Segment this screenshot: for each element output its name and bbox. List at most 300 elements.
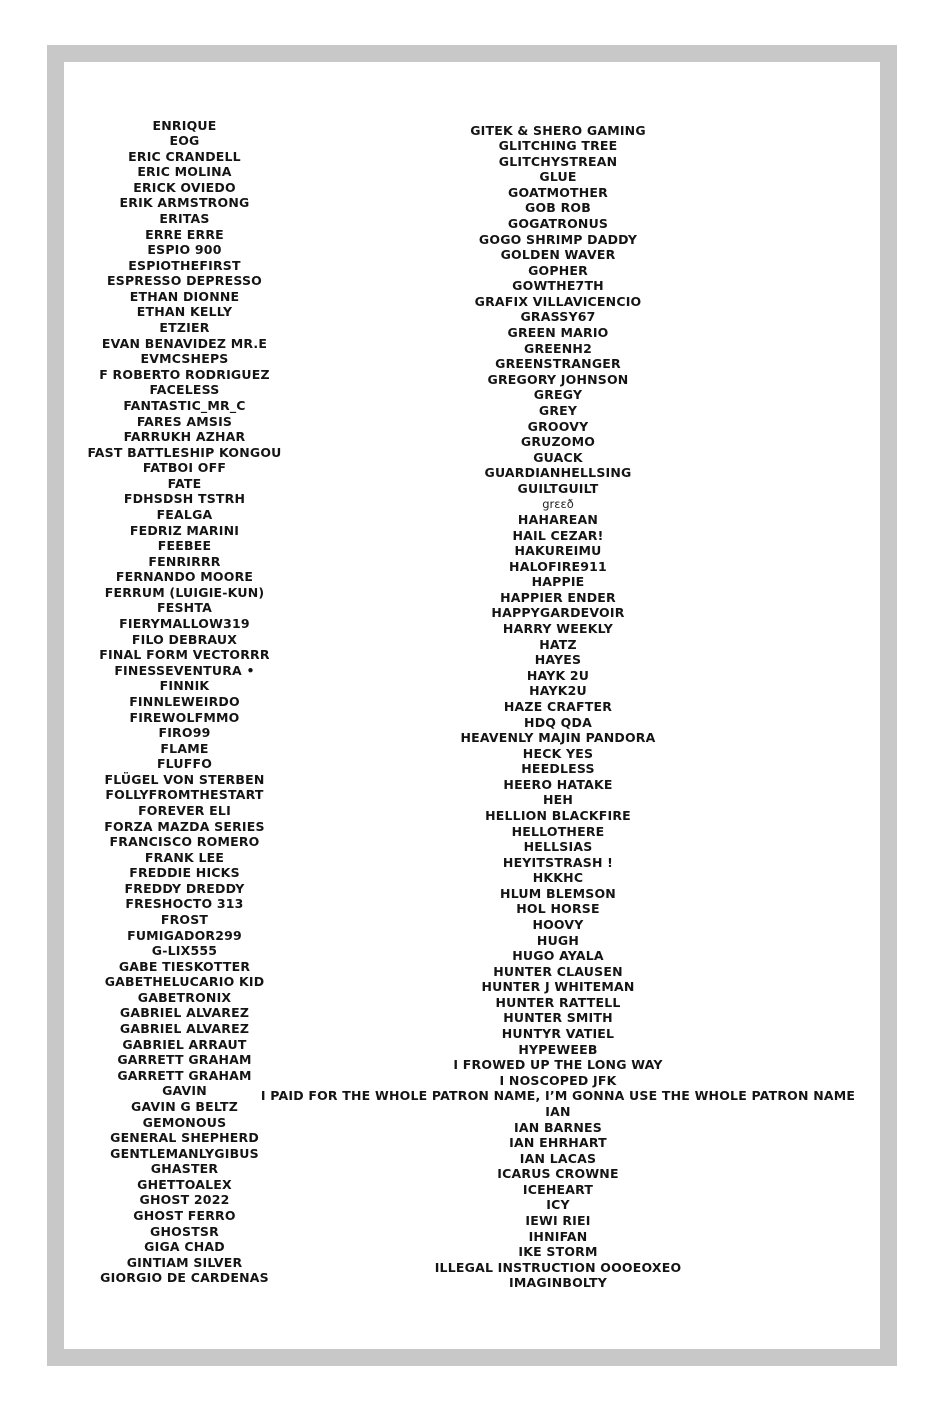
credit-row <box>398 1027 718 1043</box>
credit-row <box>62 632 307 648</box>
credit-row <box>398 1229 718 1245</box>
credit-row <box>62 648 307 664</box>
credit-row <box>62 1255 307 1271</box>
credit-row <box>398 419 718 435</box>
credit-row <box>62 445 307 461</box>
credit-row <box>62 710 307 726</box>
credit-name: FINAL FORM VECTORRR <box>99 647 270 663</box>
credit-name: HUNTER CLAUSEN <box>493 963 623 979</box>
credit-row <box>398 512 718 528</box>
credit-row <box>398 232 718 248</box>
credit-name: HAPPIE <box>531 574 585 590</box>
credit-row <box>62 990 307 1006</box>
credit-name: IEWI RIEI <box>525 1213 591 1228</box>
credit-name: FORZA MAZDA SERIES <box>104 818 265 834</box>
credit-name: GREGORY JOHNSON <box>487 371 629 387</box>
credit-name: FIRO99 <box>158 725 211 741</box>
credit-row <box>398 606 718 622</box>
credit-row <box>62 726 307 742</box>
credit-name: GREENH2 <box>524 340 592 356</box>
credit-name: HUGO AYALA <box>512 948 604 964</box>
credit-name: HELLSIAS <box>523 839 593 855</box>
credit-name: IHNIFAN <box>528 1228 588 1244</box>
credit-row <box>62 975 307 991</box>
credit-name: IAN <box>545 1103 571 1119</box>
credit-row <box>398 1136 718 1152</box>
credit-name: GOPHER <box>528 262 588 278</box>
credit-name: ICARUS CROWNE <box>497 1166 619 1182</box>
credit-name: FREDDIE HICKS <box>129 865 240 881</box>
credit-row <box>62 1022 307 1038</box>
credit-name: ILLEGAL INSTRUCTION OOOEOXEO <box>434 1259 682 1275</box>
credit-row <box>62 1224 307 1240</box>
credit-name: FIERYMALLOW319 <box>119 616 250 632</box>
credit-name: FARES AMSIS <box>136 413 233 429</box>
credit-name: FDHSDSH TSTRH <box>123 491 246 507</box>
credit-row <box>62 118 307 134</box>
credit-name: FENRIRRR <box>148 553 221 569</box>
credit-row <box>398 637 718 653</box>
credit-row <box>62 850 307 866</box>
credit-row <box>398 357 718 373</box>
credit-row <box>62 694 307 710</box>
credit-row <box>62 336 307 352</box>
credit-name: ICY <box>546 1197 570 1213</box>
credit-name: GARRETT GRAHAM <box>117 1067 252 1083</box>
credit-row <box>398 886 718 902</box>
credit-row <box>398 1042 718 1058</box>
credit-name: HAZE CRAFTER <box>503 698 613 714</box>
credit-name: FANTASTIC_MR_C <box>123 397 246 413</box>
credit-name: ETZIER <box>159 320 210 336</box>
credit-name: EOG <box>169 133 200 149</box>
credit-row <box>398 1073 718 1089</box>
credit-row <box>398 263 718 279</box>
credit-name: FREDDY DREDDY <box>124 880 245 896</box>
credit-row <box>62 601 307 617</box>
credit-row <box>398 403 718 419</box>
credit-name: FINNIK <box>159 678 210 694</box>
credit-name: EVAN BENAVIDEZ MR.E <box>101 335 268 351</box>
credit-name: GIORGIO DE CARDENAS <box>100 1270 269 1286</box>
credit-name: GABETRONIX <box>137 989 232 1005</box>
credit-row <box>62 1006 307 1022</box>
credit-name: IMAGINBOLTY <box>509 1275 607 1291</box>
credit-name: GREENSTRANGER <box>495 356 621 372</box>
credit-row <box>398 1151 718 1167</box>
credit-row <box>62 367 307 383</box>
credit-row <box>398 1058 718 1074</box>
credit-name: ESPIO 900 <box>147 242 222 258</box>
credit-name: HOOVY <box>532 917 584 933</box>
credit-row <box>260 1088 856 1105</box>
credit-row <box>62 1115 307 1131</box>
credit-row <box>62 912 307 928</box>
credit-row <box>62 1177 307 1193</box>
credit-row <box>62 1131 307 1147</box>
credit-name: ERIK ARMSTRONG <box>119 195 250 211</box>
credit-row <box>62 1068 307 1084</box>
credits-left-column <box>62 118 307 1286</box>
credit-row <box>398 123 718 139</box>
credit-name: IAN BARNES <box>514 1119 602 1135</box>
credit-name: GENTLEMANLYGIBUS <box>110 1145 259 1161</box>
credit-name: HEH <box>542 792 574 808</box>
credits-right-column <box>260 122 856 1291</box>
credit-name: ETHAN KELLY <box>136 304 233 320</box>
credit-name: ERICK OVIEDO <box>133 179 236 195</box>
credit-row <box>398 964 718 980</box>
credit-name: FLUFFO <box>156 756 213 772</box>
credit-row <box>62 507 307 523</box>
credit-name: GUACK <box>533 449 583 465</box>
credit-row <box>398 1276 718 1292</box>
credit-name: HAYK 2U <box>526 667 590 683</box>
credit-name: GABRIEL ALVAREZ <box>119 1021 250 1037</box>
credit-row <box>62 289 307 305</box>
credit-row <box>62 757 307 773</box>
credit-name: HYPEWEEB <box>518 1041 598 1057</box>
credit-name: FACELESS <box>149 382 220 398</box>
credit-name: HAPPIER ENDER <box>500 589 616 605</box>
credit-name: HAYES <box>534 652 582 668</box>
credit-row <box>62 679 307 695</box>
credit-name: GABRIEL ARRAUT <box>122 1036 247 1052</box>
credit-row <box>398 653 718 669</box>
credit-name: HUNTYR VATIEL <box>501 1026 615 1042</box>
credit-name: GHASTER <box>150 1161 219 1177</box>
credit-name: GRASSY67 <box>520 309 596 325</box>
credit-name: ERITAS <box>159 211 210 226</box>
credit-row <box>398 372 718 388</box>
credit-name: GHOST 2022 <box>139 1192 230 1208</box>
credit-row <box>62 1240 307 1256</box>
credit-name: GOATMOTHER <box>508 184 608 200</box>
credit-row <box>62 585 307 601</box>
credit-name: HEEDLESS <box>521 761 595 777</box>
credit-row <box>62 305 307 321</box>
credit-name: GREY <box>538 402 578 418</box>
credit-name: ENRIQUE <box>152 117 217 133</box>
credit-row <box>398 949 718 965</box>
credit-row <box>62 944 307 960</box>
credit-row <box>398 731 718 747</box>
credit-row <box>398 1260 718 1276</box>
credit-name: G-LIX555 <box>151 943 218 959</box>
credit-row <box>62 258 307 274</box>
credit-name: FRANK LEE <box>144 849 225 865</box>
credit-name: GRAFIX VILLAVICENCIO <box>474 293 642 309</box>
credit-row <box>398 559 718 575</box>
credit-name: HUNTER SMITH <box>503 1010 613 1026</box>
credit-row <box>398 871 718 887</box>
credit-row <box>398 139 718 155</box>
credit-row <box>398 341 718 357</box>
credit-row <box>62 523 307 539</box>
credit-name: FEEBEE <box>157 538 212 554</box>
credit-row <box>398 808 718 824</box>
credit-row <box>398 622 718 638</box>
credit-row <box>62 134 307 150</box>
credit-name: FILO DEBRAUX <box>131 631 238 647</box>
credit-name: GOB ROB <box>525 200 591 216</box>
credit-name: IAN LACAS <box>519 1150 597 1166</box>
credit-name: HELLOTHERE <box>511 823 605 839</box>
credit-row <box>62 1053 307 1069</box>
credit-name: HAYK2U <box>529 683 587 699</box>
credit-name: FATE <box>167 475 202 491</box>
credit-name: GROOVY <box>527 418 589 434</box>
credit-row <box>398 980 718 996</box>
credit-row <box>62 492 307 508</box>
credit-name: GABETHELUCARIO KID <box>104 974 265 990</box>
credit-name: FRANCISCO ROMERO <box>109 834 260 850</box>
credit-name: GABRIEL ALVAREZ <box>119 1005 250 1021</box>
credit-name: GITEK & SHERO GAMING <box>470 122 646 138</box>
credit-row <box>62 959 307 975</box>
credit-name: FLAME <box>160 740 209 756</box>
credit-name: HEAVENLY MAJIN PANDORA <box>460 730 656 746</box>
credit-row <box>398 450 718 466</box>
credit-name: GOWTHE7TH <box>512 278 604 294</box>
credit-row <box>398 435 718 451</box>
credit-row <box>398 544 718 560</box>
credit-row <box>62 1037 307 1053</box>
credit-row <box>62 663 307 679</box>
credit-row <box>398 466 718 482</box>
credit-name: I NOSCOPED JFK <box>499 1072 617 1088</box>
credit-row <box>398 746 718 762</box>
credit-name: GOLDEN WAVER <box>500 247 616 263</box>
credit-row <box>62 414 307 430</box>
credit-name: ERIC MOLINA <box>137 164 232 180</box>
credit-row <box>62 149 307 165</box>
credit-row <box>398 216 718 232</box>
credit-name: FOREVER ELI <box>138 802 231 818</box>
credit-name: FRESHOCTO 313 <box>125 896 244 912</box>
credit-name: GABE TIESKOTTER <box>118 958 251 974</box>
credit-name: HAKUREIMU <box>514 543 602 559</box>
credit-row <box>62 928 307 944</box>
credit-name: ICEHEART <box>522 1181 594 1197</box>
credit-name: FUMIGADOR299 <box>127 927 242 943</box>
credit-name: GUILTGUILT <box>517 480 599 496</box>
credit-row <box>62 430 307 446</box>
credit-name: HUGH <box>536 932 580 948</box>
credit-row <box>398 1213 718 1229</box>
credit-name: FEDRIZ MARINI <box>129 522 240 538</box>
credit-name: GEMONOUS <box>142 1114 227 1130</box>
credit-row <box>62 1193 307 1209</box>
credit-name: GHOST FERRO <box>133 1208 236 1223</box>
credit-row <box>62 1271 307 1287</box>
credit-name: ERIC CRANDELL <box>128 148 241 164</box>
credit-name: FINESSEVENTURA • <box>114 662 255 678</box>
credit-row <box>62 211 307 227</box>
credit-row <box>62 1146 307 1162</box>
credit-name: GREGY <box>533 387 583 403</box>
credit-row <box>62 554 307 570</box>
credit-row <box>62 772 307 788</box>
credit-row <box>398 917 718 933</box>
credit-name: FERNANDO MOORE <box>115 569 254 585</box>
credit-row <box>398 668 718 684</box>
credit-name: HALOFIRE911 <box>509 558 607 574</box>
credit-row <box>398 1245 718 1261</box>
credit-row <box>62 180 307 196</box>
credit-row <box>398 590 718 606</box>
credit-name: I FROWED UP THE LONG WAY <box>453 1057 663 1073</box>
credit-row <box>398 995 718 1011</box>
credit-name: FERRUM (LUIGIE-KUN) <box>104 584 265 600</box>
credit-name: HARRY WEEKLY <box>502 621 614 637</box>
credit-row <box>398 1198 718 1214</box>
credit-name: GRUZOMO <box>520 434 596 450</box>
credit-row <box>62 788 307 804</box>
credit-row <box>62 243 307 259</box>
credit-name: IKE STORM <box>518 1244 598 1260</box>
credit-name: GLUE <box>539 169 577 185</box>
credit-row <box>62 165 307 181</box>
credit-row <box>398 575 718 591</box>
credit-row <box>62 570 307 586</box>
credit-name: FESHTA <box>157 600 212 616</box>
credit-name: HAIL CEZAR! <box>512 527 604 543</box>
credit-row <box>398 777 718 793</box>
credit-row <box>62 539 307 555</box>
credit-row <box>62 897 307 913</box>
credit-name: HKKHC <box>532 870 584 886</box>
credit-name: FATBOI OFF <box>142 460 227 476</box>
credit-name: FAST BATTLESHIP KONGOU <box>87 444 282 460</box>
credit-row <box>398 933 718 949</box>
credit-row <box>62 196 307 212</box>
credit-row <box>62 476 307 492</box>
credit-name: HUNTER RATTELL <box>495 994 621 1010</box>
credit-name: GARRETT GRAHAM <box>117 1052 252 1068</box>
credit-row <box>398 528 718 544</box>
credit-row <box>62 835 307 851</box>
credit-row <box>398 310 718 326</box>
credit-name: HELLION BLACKFIRE <box>485 807 631 823</box>
credit-name: HDQ QDA <box>524 714 592 730</box>
credit-row <box>62 461 307 477</box>
credit-row <box>398 840 718 856</box>
credit-row <box>62 617 307 633</box>
credit-row <box>398 185 718 201</box>
credit-name: GUARDIANHELLSING <box>484 465 632 481</box>
credit-name: FEALGA <box>156 506 213 522</box>
credit-name: GENERAL SHEPHERD <box>110 1130 259 1146</box>
credit-name: FROST <box>160 912 209 928</box>
credit-row <box>62 819 307 835</box>
credit-row <box>62 1208 307 1224</box>
credit-row <box>398 1182 718 1198</box>
credit-row <box>398 793 718 809</box>
credit-name: GAVIN <box>162 1083 207 1099</box>
credit-row <box>398 481 718 497</box>
credit-name: FOLLYFROMTHESTART <box>105 787 264 803</box>
credit-row <box>398 279 718 295</box>
credit-name: GIGA CHAD <box>144 1239 225 1255</box>
credit-name: GLITCHING TREE <box>498 138 618 154</box>
credit-name: HUNTER J WHITEMAN <box>481 979 635 995</box>
credit-row <box>398 1167 718 1183</box>
credit-name: HAPPYGARDEVOIR <box>491 605 625 621</box>
credit-name: GHETTOALEX <box>137 1176 232 1192</box>
credit-row <box>398 824 718 840</box>
credit-row <box>398 154 718 170</box>
credit-name: ESPIOTHEFIRST <box>128 257 241 273</box>
credit-row <box>62 803 307 819</box>
credit-name: GINTIAM SILVER <box>126 1254 243 1270</box>
credit-name: HATZ <box>539 636 577 652</box>
credit-row <box>398 762 718 778</box>
credit-row <box>398 1011 718 1027</box>
credit-row <box>62 227 307 243</box>
credit-row <box>398 1120 718 1136</box>
credit-row <box>398 248 718 264</box>
credit-name: GREEN MARIO <box>507 325 609 341</box>
credit-name: GOGO SHRIMP DADDY <box>478 231 638 247</box>
credit-row <box>62 1162 307 1178</box>
credit-row <box>398 715 718 731</box>
credit-name: IAN EHRHART <box>509 1135 607 1151</box>
credit-name: EVMCSHEPS <box>140 351 229 367</box>
credit-row <box>398 326 718 342</box>
credit-row <box>398 170 718 186</box>
credit-name: FINNLEWEIRDO <box>129 693 240 709</box>
credit-name: FARRUKH AZHAR <box>123 429 246 445</box>
credit-name: GLITCHYSTREAN <box>498 153 618 169</box>
credit-row <box>62 352 307 368</box>
credit-name: I PAID FOR THE WHOLE PATRON NAME, I’M GONNA USE THE WHOLE PATRON NAME <box>260 1088 856 1104</box>
credit-row <box>398 1104 718 1120</box>
credit-name: F ROBERTO RODRIGUEZ <box>99 366 270 382</box>
credit-name: FIREWOLFMMO <box>129 709 240 725</box>
credit-name: GOGATRONUS <box>507 216 609 231</box>
credit-row <box>62 866 307 882</box>
credit-row <box>62 321 307 337</box>
credit-name: HAHAREAN <box>517 511 599 527</box>
credit-name: grεεð <box>542 496 574 511</box>
credit-name: FLÜGEL VON STERBEN <box>104 771 265 787</box>
credit-row <box>398 855 718 871</box>
credit-name: HLUM BLEMSON <box>500 885 616 901</box>
credit-row <box>398 201 718 217</box>
credit-row <box>398 388 718 404</box>
credit-name: HEYITSTRASH ! <box>502 854 614 870</box>
credit-row <box>62 383 307 399</box>
credit-name: HOL HORSE <box>516 901 600 917</box>
credit-row <box>62 741 307 757</box>
credit-name: ESPRESSO DEPRESSO <box>107 273 262 289</box>
credit-row <box>62 274 307 290</box>
credit-row <box>398 497 718 513</box>
credit-row <box>62 398 307 414</box>
credit-row <box>398 902 718 918</box>
credit-name: HEERO HATAKE <box>503 776 613 792</box>
credit-row <box>398 294 718 310</box>
credit-name: HECK YES <box>522 745 594 761</box>
credit-name: ERRE ERRE <box>145 226 224 242</box>
credit-name: GHOSTSR <box>150 1223 219 1239</box>
credit-name: GAVIN G BELTZ <box>131 1098 238 1114</box>
credit-row <box>398 684 718 700</box>
credit-row <box>62 881 307 897</box>
credit-name: ETHAN DIONNE <box>129 288 240 304</box>
credit-row <box>398 699 718 715</box>
